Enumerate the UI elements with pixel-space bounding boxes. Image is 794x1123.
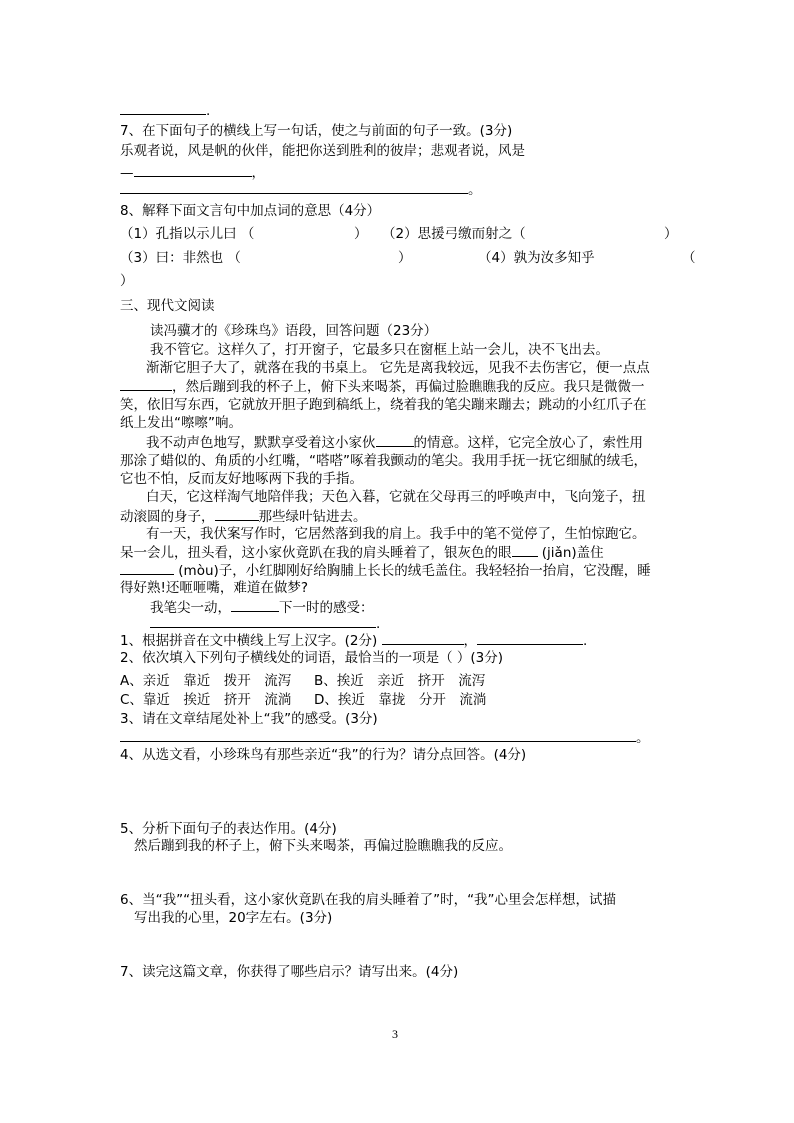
- period: 。: [468, 182, 482, 198]
- blank[interactable]: [120, 101, 206, 115]
- blank[interactable]: [231, 598, 279, 612]
- option-a: A、亲近 靠近 拨开 流泻: [120, 673, 292, 689]
- passage-line: [120, 561, 651, 580]
- question-7: 7、读完这篇文章，你获得了哪些启示？请写出来。(4分): [120, 964, 459, 980]
- blank[interactable]: [382, 631, 464, 645]
- blank[interactable]: [376, 433, 414, 447]
- passage-intro: 读冯骥才的《珍珠鸟》语段，回答问题（23分）: [150, 323, 438, 339]
- close-paren: ）: [664, 226, 678, 242]
- passage-line: 得好熟!还咂咂嘴，难道在做梦?: [120, 580, 309, 596]
- blank[interactable]: [215, 507, 259, 521]
- question-5-sentence: 然后蹦到我的杯子上，俯下头来喝茶，再偏过脸瞧瞧我的反应。: [134, 838, 512, 854]
- q8-title: 8、解释下面文言句中加点词的意思（4分）: [120, 203, 381, 219]
- question-1: [120, 631, 587, 650]
- question-3: 3、请在文章结尾处补上“我”的感受。(3分): [120, 711, 378, 727]
- blank[interactable]: [512, 543, 538, 557]
- text: (mòu)子，小红脚刚好给胸脯上长长的绒毛盖住。我轻轻抬一抬肩，它没醒，睡: [174, 563, 651, 579]
- open-paren: （: [682, 250, 696, 266]
- passage-line: [120, 507, 367, 526]
- text: 那些绿叶钻进去。: [258, 509, 367, 525]
- question-2: 2、依次填入下列句子横线处的词语，最恰当的一项是（ ）(3分): [120, 650, 504, 666]
- option-b: B、挨近 亲近 挤开 流泻: [314, 673, 486, 689]
- q8-item-3: （3）曰：非然也 （: [120, 250, 241, 266]
- answer-line: [120, 101, 210, 120]
- blank[interactable]: [150, 614, 376, 628]
- text: ，然后蹦到我的杯子上，俯下头来喝茶，再偏过脸瞧瞧我的反应。我只是微微一: [172, 379, 645, 395]
- option-c: C、靠近 挨近 挤开 流淌: [120, 692, 292, 708]
- blank[interactable]: [120, 180, 468, 194]
- close-paren: ）: [120, 273, 134, 289]
- q7-sentence: 乐观者说，风是帆的伙伴，能把你送到胜利的彼岸；悲观者说，风是: [120, 143, 525, 159]
- text: 我笔尖一动，: [150, 600, 231, 616]
- blank[interactable]: [120, 561, 174, 575]
- q3-answer: [120, 728, 650, 747]
- question-6-cont: 写出我的心里，20字左右。(3分): [134, 910, 333, 926]
- text: 的情意。这样，它完全放心了，索性用: [413, 435, 643, 451]
- passage-line: [120, 377, 645, 396]
- text: (jiǎn)盖住: [537, 545, 604, 561]
- question-5: 5、分析下面句子的表达作用。(4分): [120, 821, 337, 837]
- text: 下一时的感受：: [279, 600, 374, 616]
- section-title: 三、现代文阅读: [120, 298, 215, 314]
- passage-line: 那涂了蜡似的、角质的小红嘴，“嗒嗒”啄着我颤动的笔尖。我用手抚一抚它细腻的绒毛，: [120, 453, 647, 469]
- period: .: [583, 633, 588, 649]
- q8-item-1: （1）孔指以示儿曰 （: [120, 226, 255, 242]
- q7-answer-2: [120, 180, 482, 199]
- close-paren: ）: [354, 226, 368, 242]
- question-6: 6、当“我”“扭头看，这小家伙竟趴在我的肩头睡着了”时，“我”心里会怎样想，试描: [120, 892, 617, 908]
- q8-item-4: （4）孰为汝多知乎: [478, 250, 595, 266]
- comma: ，: [463, 633, 478, 649]
- close-paren: ）: [398, 250, 412, 266]
- comma: ，: [251, 165, 265, 181]
- passage-line: 有一天，我伏案写作时，它居然落到我的肩上。我手中的笔不觉停了，生怕惊跑它。: [146, 526, 646, 542]
- q7-title: 7、在下面句子的横线上写一句话，使之与前面的句子一致。(3分): [120, 123, 513, 139]
- period: .: [206, 103, 211, 119]
- period: 。: [636, 730, 650, 746]
- blank[interactable]: [120, 377, 172, 391]
- passage-line: 渐渐它胆子大了，就落在我的书桌上。 它先是离我较远，见我不去伤害它，便一点点: [146, 360, 650, 376]
- blank[interactable]: [120, 728, 636, 742]
- blank[interactable]: [477, 631, 583, 645]
- blank[interactable]: [134, 163, 252, 177]
- q8-item-2: （2）思援弓缴而射之（: [382, 226, 526, 242]
- text: 动滚圆的身子，: [120, 509, 215, 525]
- question-4: 4、从选文看，小珍珠鸟有那些亲近“我”的行为？请分点回答。(4分): [120, 747, 527, 763]
- passage-line: [146, 433, 643, 452]
- passage-line: 纸上发出“嚓嚓”响。: [120, 415, 242, 431]
- option-d: D、挨近 靠拢 分开 流淌: [314, 692, 487, 708]
- period: .: [376, 616, 381, 632]
- passage-line: [120, 543, 604, 562]
- dash: —: [120, 165, 134, 181]
- passage-line: 笑，依旧写东西，它就放开胆子跑到稿纸上，绕着我的笔尖蹦来蹦去；跳动的小红爪子在: [120, 397, 647, 413]
- text: 我不动声色地写，默默享受着这小家伙: [146, 435, 376, 451]
- passage-line: 它也不怕，反而友好地啄两下我的手指。: [120, 471, 363, 487]
- passage-line: 白天，它这样淘气地陪伴我；天色入暮，它就在父母再三的呼唤声中，飞向笼子，扭: [146, 489, 646, 505]
- text: 呆一会儿，扭头看，这小家伙竟趴在我的肩头睡着了，银灰色的眼: [120, 545, 512, 561]
- text: 1、根据拼音在文中横线上写上汉字。(2分): [120, 633, 378, 649]
- page-number: 3: [392, 1027, 398, 1041]
- passage-line: 我不管它。这样久了，打开窗子，它最多只在窗框上站一会儿，决不飞出去。: [150, 342, 609, 358]
